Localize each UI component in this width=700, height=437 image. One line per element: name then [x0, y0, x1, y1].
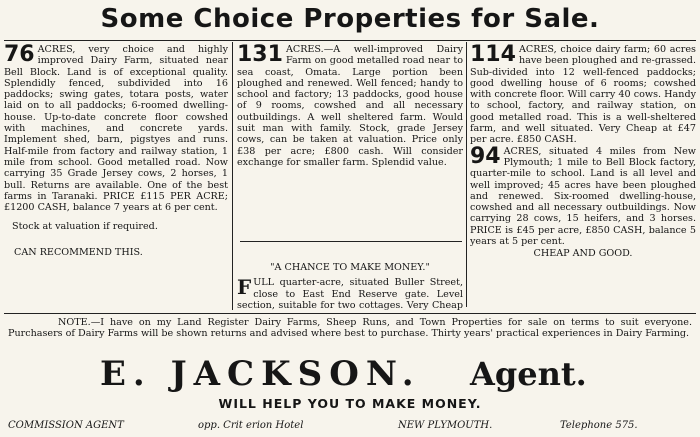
stock-note: Stock at valuation if required. — [12, 221, 158, 233]
chance-text: ULL quarter-acre, situated Buller Street, close to East End Reserve gate. Level section, suitable for two cottages. Very Cheap — [237, 277, 463, 311]
note-rule — [4, 313, 696, 314]
acreage-number: 114 — [470, 44, 516, 67]
chance-heading: "A CHANCE TO MAKE MONEY." — [270, 262, 430, 273]
footer-telephone: Telephone 575. — [560, 420, 638, 431]
drop-cap: F — [237, 275, 252, 300]
chance-section — [237, 262, 463, 312]
footer-address: opp. Crit erion Hotel — [198, 420, 304, 431]
listing-76-acres — [4, 44, 228, 312]
listing-131-acres — [237, 44, 463, 238]
listing-text: ACRES.—A well-improved Dairy Farm on good metalled road near to sea coast, Omata. Large portion been ploughed and renewed. Well fenced; handy to school and factory; 13 paddocks, good house of 9 rooms, cowshed and all necessary outbuildings. A well sheltered farm. Would suit man with family. Stock, grade Jersey cows, can be taken at valuation. Price only £38 per acre; £800 cash. Will consider exchange for smaller farm. Splendid value. — [237, 44, 463, 168]
note-text: NOTE.—I have on my Land Register Dairy Farms, Sheep Runs, and Town Properties for sale on terms to suit everyone. Purchasers of Dairy Farms will be shown returns and advised where best to purchase. Thirty years' practical experiences in Dairy Farming. — [8, 317, 692, 340]
closing-note: CHEAP AND GOOD. — [533, 248, 633, 260]
footer-commission: COMMISSION AGENT — [8, 420, 124, 431]
column-divider-2 — [466, 42, 467, 307]
agent-banner — [0, 354, 700, 394]
column-divider-1 — [232, 42, 233, 310]
acreage-number: 76 — [4, 44, 35, 67]
agent-name: E. JACKSON. — [100, 354, 421, 394]
footer-city: NEW PLYMOUTH. — [398, 420, 493, 431]
top-rule — [4, 40, 696, 41]
register-note — [8, 317, 692, 340]
listing-text: ACRES, very choice and highly improved Dairy Farm, situated near Bell Block. Land is of exceptional quality. Splendidly fenced, subdivided into 16 paddocks; swing gates, totara posts, water laid on to all paddocks; 6-roomed dwelling-house. Up-to-date concrete floor cowshed with machines, and concrete yards. Implement shed, barn, pigstyes and runs. Half-mile from factory and railway station, 1 mile from school. Good metalled road. Now carrying 35 Grade Jersey cows, 2 horses, 1 bull. Returns are available. One of the best farms in Taranaki. PRICE £115 PER ACRE; £1200 CASH, balance 7 years at 6 per cent. — [4, 44, 228, 214]
acreage-number: 131 — [237, 44, 283, 67]
slogan: WILL HELP YOU TO MAKE MONEY. — [218, 396, 482, 411]
agent-title: Agent. — [470, 355, 587, 393]
acreage-number: 94 — [470, 143, 501, 169]
recommend-note: CAN RECOMMEND THIS. — [14, 246, 143, 258]
listing-text: ACRES, choice dairy farm; 60 acres have been ploughed and re-grassed. Sub-divided into 12 well-fenced paddocks; good dwelling house of 6 rooms; cowshed with concrete floor. Will carry 40 cows. Handy to school, factory, and railway station, on good metalled road. This is a well-sheltered farm, and well situated. Very Cheap at £47 per acre. £850 CASH. — [470, 44, 696, 146]
chance-divider — [240, 241, 462, 242]
listings-114-and-94-acres — [470, 44, 696, 312]
advert-headline: Some Choice Properties for Sale. — [100, 4, 600, 34]
listing-text: ACRES, situated 4 miles from New Plymouth; 1 mile to Bell Block factory, quarter-mile to school. Land is all level and well improved; 45 acres have been ploughed and renewed. Six-roomed dwelling-house, cowshed and all necessary outbuildings. Now carrying 28 cows, 15 heifers, and 3 horses. PRICE is £45 per acre, £850 CASH, balance 5 years at 5 per cent. — [470, 145, 696, 248]
